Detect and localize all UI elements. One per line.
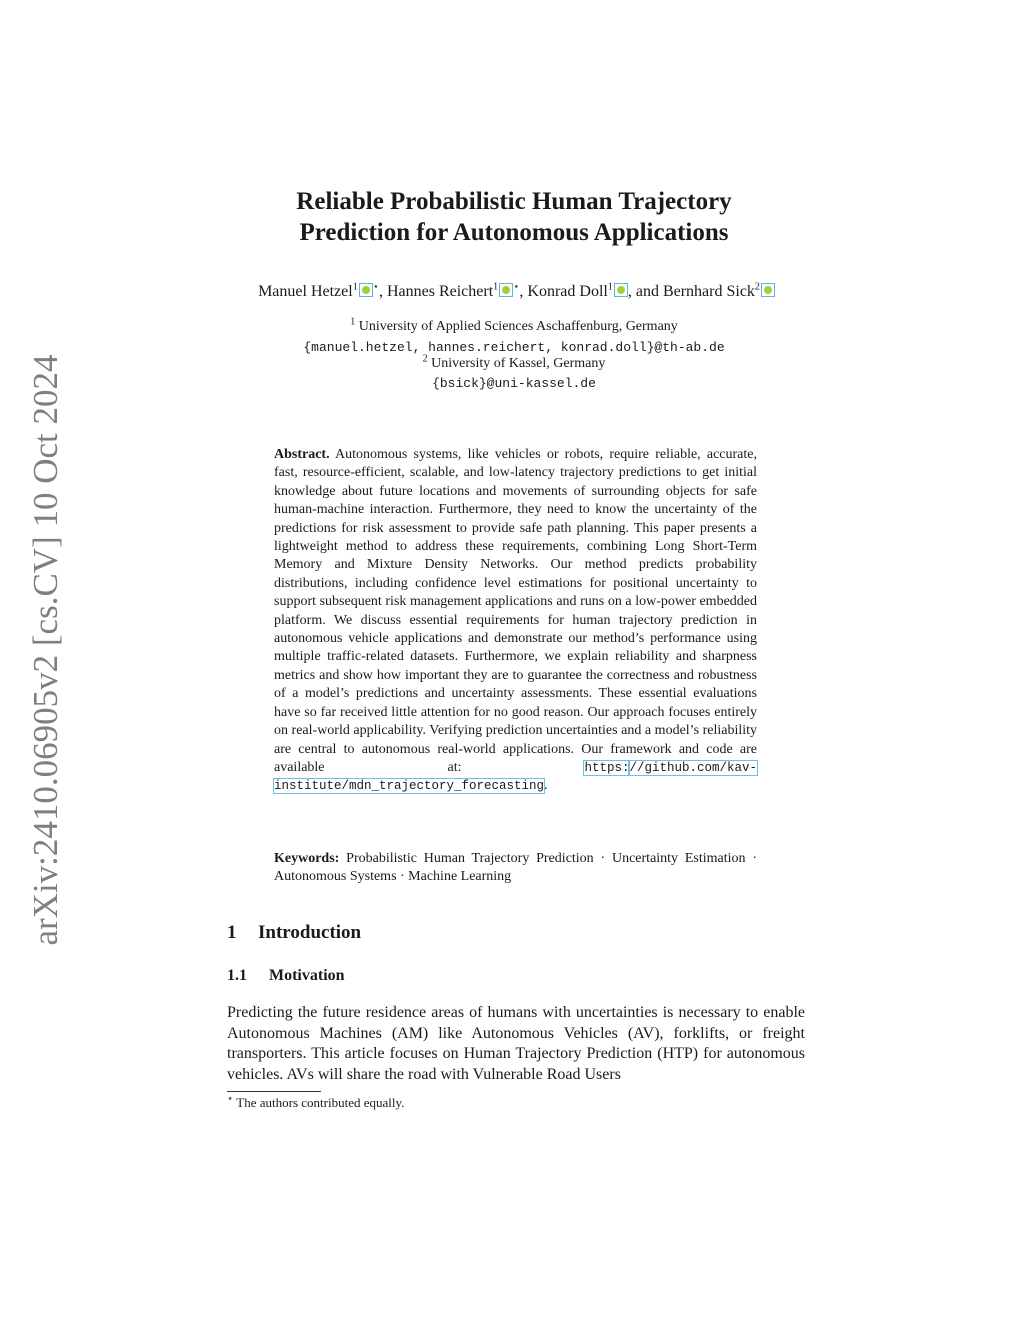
subsection-number: 1.1 (227, 967, 247, 984)
keywords (274, 850, 757, 887)
affiliation-1 (0, 316, 1024, 335)
section-heading (227, 922, 361, 944)
orcid-icon[interactable] (614, 283, 628, 297)
keywords-label: Keywords: (274, 851, 340, 866)
arxiv-identifier: arXiv:2410.06905v2 [cs.CV] 10 Oct 2024 (26, 354, 65, 946)
author-name: Konrad Doll (527, 283, 608, 300)
affiliation-2 (0, 353, 1024, 372)
author-name: Hannes Reichert (386, 283, 494, 300)
section-title: Introduction (258, 922, 362, 943)
author-list: Manuel Hetzel$^1$ ⋆, Hannes Reichert$^1$ ⋆, Konrad Doll$^1$ , and Bernhard Sick$^2$ (0, 283, 1024, 301)
title-line-1: Reliable Probabilistic Human Trajectory (296, 188, 732, 215)
footnote-mark: ⋆ (227, 1093, 234, 1105)
equal-contribution-mark: ⋆ (513, 281, 520, 293)
affil-number: 1 (350, 316, 356, 328)
abstract (274, 446, 757, 796)
body-paragraph: Predicting the future residence areas of humans with uncertainties is necessary to enable Autonomous Machines (AM) like Autonomous Vehicles (AV), forklifts, or freight transporters. This article focuses on Human Trajectory Prediction (HTP) for autonomous vehicles. AVs will share the road with Vulnerable Road Users (227, 1004, 805, 1083)
abstract-label: Abstract. (274, 447, 330, 462)
affil-text: University of Applied Sciences Aschaffenburg, Germany (358, 319, 678, 334)
orcid-icon[interactable] (499, 283, 513, 297)
affil-number: 2 (422, 353, 428, 365)
orcid-icon[interactable] (359, 283, 373, 297)
footnote (227, 1095, 404, 1111)
author-affil-sup: 1 (493, 281, 499, 293)
author-affil-sup: 1 (607, 281, 613, 293)
author-name: Manuel Hetzel (258, 283, 353, 300)
code-link-continued[interactable]: //github.com/kav-institute/mdn_trajectory_forecasting (274, 760, 757, 794)
abstract-text: Autonomous systems, like vehicles or robots, require reliable, accurate, fast, resource-efficient, scalable, and low-latency trajectory predictions to get initial knowledge about future locations and movements of surrounding objects for safe human-machine interaction. Furthermore, they need to know the uncertainty of the predictions for risk assessment to provide safe path planning. This paper presents a lightweight method to address these requirements, combining Long Short-Term Memory and Mixture Density Networks. Our method predicts probability distributions, including confidence level estimations for positional uncertainty to support subsequent risk management applications and runs on a low-power embedded platform. We discuss essential requirements for human trajectory prediction in autonomous vehicle applications and demonstrate our method’s performance using multiple traffic-related datasets. Furthermore, we explain reliability and sharpness metrics and show how important they are to guarantee the correctness and robustness of a model’s predictions and uncertainty assessments. These essential evaluations have so far received little attention for no good reason. Our approach focuses entirely on real-world applicability. Verifying prediction uncertainties and a model’s reliability are central to autonomous real-world applications. Our framework and code are available at: (274, 447, 757, 775)
affiliation-1-email: {manuel.hetzel, hannes.reichert, konrad.doll}@th-ab.de (303, 340, 725, 355)
footnote-divider (227, 1091, 321, 1092)
orcid-icon[interactable] (761, 283, 775, 297)
footnote-text: The authors contributed equally. (236, 1095, 405, 1110)
subsection-title: Motivation (269, 967, 345, 984)
author-affil-sup: 1 (352, 281, 358, 293)
title-line-2: Prediction for Autonomous Applications (299, 219, 729, 246)
affil-text: University of Kassel, Germany (431, 356, 606, 371)
code-link[interactable]: https: (584, 760, 630, 775)
keywords-text: Probabilistic Human Trajectory Prediction · Uncertainty Estimation · Autonomous Systems · Machine Learning (274, 851, 758, 885)
section-number: 1 (227, 922, 237, 943)
affiliation-2-email: {bsick}@uni-kassel.de (432, 376, 596, 391)
equal-contribution-mark: ⋆ (372, 281, 379, 293)
abstract-end: . (544, 778, 548, 794)
subsection-heading (227, 967, 345, 985)
paper-title (0, 186, 1024, 248)
author-affil-sup: 2 (754, 281, 760, 293)
author-name: and Bernhard Sick (635, 283, 755, 300)
